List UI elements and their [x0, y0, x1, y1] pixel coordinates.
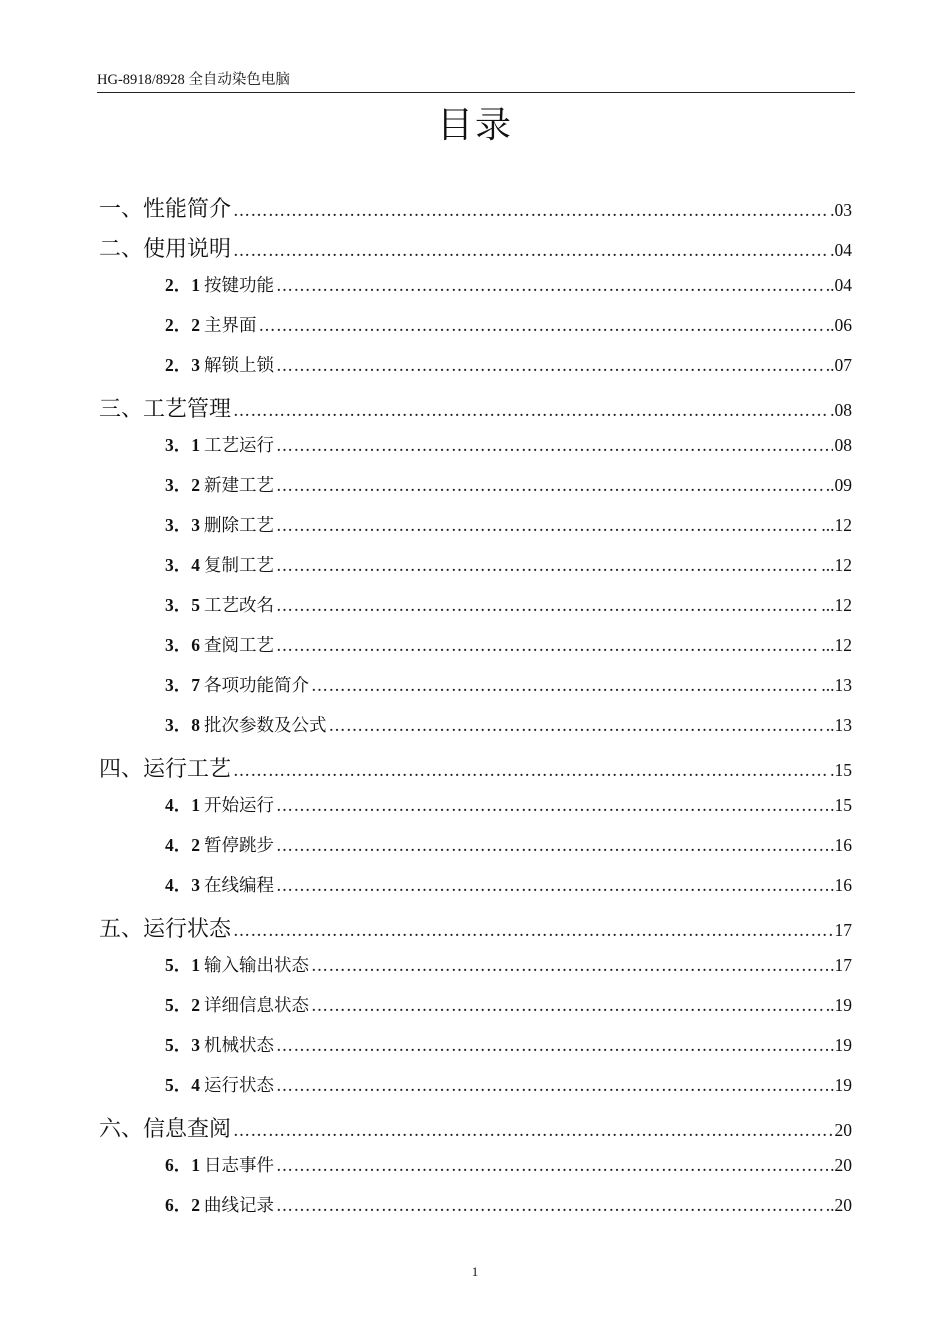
toc-entry[interactable]	[165, 312, 852, 344]
toc-entry-page: ...13	[821, 675, 852, 695]
toc-dot-leader	[276, 876, 828, 896]
toc-entry-page: ..09	[825, 475, 852, 495]
toc-entry-label: 运行状态	[204, 1076, 274, 1096]
toc-entry-number: 5．3	[165, 1035, 200, 1055]
toc-entry-number: 2．2	[165, 315, 200, 335]
toc-entry-page: ...12	[821, 635, 852, 655]
toc-entry-label: 六、信息查阅	[99, 1117, 232, 1142]
toc-entry-page: .19	[830, 1075, 852, 1095]
toc-entry-number: 3．8	[165, 715, 200, 735]
toc-entry-page: ..07	[825, 355, 852, 375]
toc-entry[interactable]	[165, 592, 852, 624]
toc-dot-leader	[276, 276, 824, 296]
toc-entry[interactable]	[165, 1192, 852, 1224]
toc-entry-number: 3．3	[165, 515, 200, 535]
toc-entry-label: 四、运行工艺	[99, 757, 232, 782]
toc-entry-page: .16	[830, 835, 852, 855]
toc-entry-label: 开始运行	[204, 796, 274, 816]
toc-entry-page: ..06	[825, 315, 852, 335]
toc-entry[interactable]	[165, 1072, 852, 1104]
toc-entry-number: 5．2	[165, 995, 200, 1015]
toc-entry-page: ...12	[821, 515, 852, 535]
header-title: HG-8918/8928 全自动染色电脑	[97, 72, 290, 88]
toc-entry-label: 暂停跳步	[204, 836, 274, 856]
page-title: 目录	[436, 105, 513, 146]
toc-entry-label: 删除工艺	[204, 516, 274, 536]
toc-dot-leader	[276, 1156, 828, 1176]
toc-entry-page: .03	[830, 200, 852, 220]
toc-entry[interactable]	[99, 912, 852, 944]
toc-entry[interactable]	[165, 712, 852, 744]
toc-entry[interactable]	[99, 752, 852, 784]
toc-entry-page: .20	[830, 1155, 852, 1175]
toc-dot-leader	[329, 716, 824, 736]
toc-entry-number: 3．4	[165, 555, 200, 575]
toc-entry-number: 6．1	[165, 1155, 200, 1175]
toc-entry[interactable]	[165, 1152, 852, 1184]
toc-dot-leader	[233, 761, 828, 781]
toc-dot-leader	[233, 201, 828, 221]
toc-entry-page: .04	[830, 240, 852, 260]
toc-entry[interactable]	[99, 392, 852, 424]
toc-dot-leader	[233, 1121, 832, 1141]
toc-entry-page: .15	[830, 795, 852, 815]
toc-entry-number: 6．2	[165, 1195, 200, 1215]
toc-entry[interactable]	[165, 632, 852, 664]
toc-entry-label: 新建工艺	[204, 476, 274, 496]
toc-entry-label: 复制工艺	[204, 556, 274, 576]
toc-entry[interactable]	[165, 792, 852, 824]
toc-entry-number: 3．1	[165, 435, 200, 455]
toc-entry-label: 工艺运行	[204, 436, 274, 456]
toc-entry-label: 查阅工艺	[204, 636, 274, 656]
toc-entry-label: 输入输出状态	[204, 956, 309, 976]
page-number: 1	[471, 1264, 479, 1279]
toc-dot-leader	[259, 316, 824, 336]
toc-entry[interactable]	[165, 872, 852, 904]
toc-entry[interactable]	[165, 432, 852, 464]
toc-entry[interactable]	[99, 232, 852, 264]
toc-entry-page: ...12	[821, 595, 852, 615]
toc-entry-page: 17	[834, 920, 852, 940]
toc-entry-number: 4．3	[165, 875, 200, 895]
running-header	[97, 68, 855, 93]
toc-entry[interactable]	[165, 992, 852, 1024]
toc-entry[interactable]	[165, 472, 852, 504]
toc-entry-page: ..19	[825, 995, 852, 1015]
toc-entry-number: 3．6	[165, 635, 200, 655]
toc-entry[interactable]	[99, 1112, 852, 1144]
toc-dot-leader	[311, 956, 828, 976]
toc-entry-page: ..04	[825, 275, 852, 295]
toc-entry-label: 解锁上锁	[204, 356, 274, 376]
toc-entry-page: .17	[830, 955, 852, 975]
toc-dot-leader	[276, 1196, 824, 1216]
toc-entry[interactable]	[165, 832, 852, 864]
toc-entry-label: 主界面	[204, 316, 257, 336]
toc-entry-label: 三、工艺管理	[99, 397, 232, 422]
toc-dot-leader	[311, 676, 819, 696]
toc-dot-leader	[276, 596, 819, 616]
toc-entry[interactable]	[165, 352, 852, 384]
toc-entry[interactable]	[99, 192, 852, 224]
toc-entry[interactable]	[165, 672, 852, 704]
toc-dot-leader	[276, 516, 819, 536]
toc-entry-number: 2．1	[165, 275, 200, 295]
toc-entry-number: 5．1	[165, 955, 200, 975]
toc-entry-page: .15	[830, 760, 852, 780]
toc-entry-number: 2．3	[165, 355, 200, 375]
toc-entry-label: 各项功能简介	[204, 676, 309, 696]
toc-entry-number: 3．5	[165, 595, 200, 615]
toc-entry-label: 二、使用说明	[99, 237, 232, 262]
toc-entry-label: 机械状态	[204, 1036, 274, 1056]
toc-dot-leader	[276, 1076, 828, 1096]
toc-dot-leader	[311, 996, 824, 1016]
toc-entry-label: 工艺改名	[204, 596, 274, 616]
toc-entry-page: ..20	[825, 1195, 852, 1215]
toc-entry-page: 20	[834, 1120, 852, 1140]
toc-entry[interactable]	[165, 1032, 852, 1064]
toc-entry[interactable]	[165, 552, 852, 584]
toc-dot-leader	[276, 1036, 828, 1056]
toc-dot-leader	[276, 796, 828, 816]
toc-entry[interactable]	[165, 512, 852, 544]
toc-entry-label: 一、性能简介	[99, 197, 232, 222]
toc-entry-number: 3．2	[165, 475, 200, 495]
toc-dot-leader	[233, 241, 828, 261]
toc-entry-page: .19	[830, 1035, 852, 1055]
toc-entry-number: 3．7	[165, 675, 200, 695]
toc-dot-leader	[233, 921, 832, 941]
toc-entry-page: .08	[830, 400, 852, 420]
toc-entry-number: 4．2	[165, 835, 200, 855]
toc-dot-leader	[233, 401, 828, 421]
toc-entry-label: 日志事件	[204, 1156, 274, 1176]
toc-entry-label: 按键功能	[204, 276, 274, 296]
toc-dot-leader	[276, 836, 828, 856]
toc-entry-number: 5．4	[165, 1075, 200, 1095]
toc-entry-page: 08	[834, 435, 852, 455]
toc-entry-label: 批次参数及公式	[204, 716, 327, 736]
toc-entry-page: ...12	[821, 555, 852, 575]
toc-dot-leader	[276, 556, 819, 576]
toc-dot-leader	[276, 436, 833, 456]
toc-entry[interactable]	[165, 952, 852, 984]
toc-entry-label: 曲线记录	[204, 1196, 274, 1216]
toc-entry-page: ..13	[825, 715, 852, 735]
toc-entry-number: 4．1	[165, 795, 200, 815]
toc-entry-label: 详细信息状态	[204, 996, 309, 1016]
toc-entry-label: 五、运行状态	[99, 917, 232, 942]
toc-dot-leader	[276, 356, 824, 376]
toc-dot-leader	[276, 636, 819, 656]
toc-entry[interactable]	[165, 272, 852, 304]
toc-entry-label: 在线编程	[204, 876, 274, 896]
toc-dot-leader	[276, 476, 824, 496]
toc-entry-page: .16	[830, 875, 852, 895]
